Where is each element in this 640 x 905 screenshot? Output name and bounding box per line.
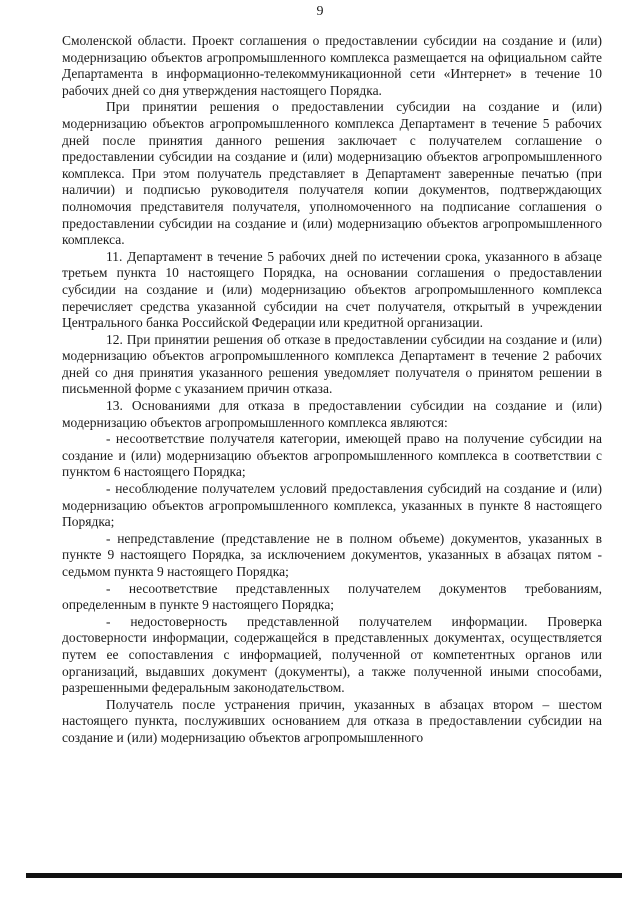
list-item-document-mismatch: - несоответствие представленных получателем документов требованиям, определенным в пункте 9 настоящего Порядка; [62,580,602,613]
list-item-false-information: - недостоверность представленной получателем информации. Проверка достоверности информации, содержащейся в представленных документах, осуществляется путем ее сопоставления с информацией, полученной от компетентных органов или организаций, выдавших документ (документы), а также полученной иными способами, разрешенными федеральным законодательством. [62,613,602,696]
body-text [62,33,602,747]
page-number: 9 [316,4,324,19]
list-item-missing-documents: - непредставление (представление не в полном объеме) документов, указанных в пункте 9 настоящего Порядка, за исключением документов, указанных в абзацах пятом - седьмом пункта 9 настоящего Порядка; [62,530,602,579]
paragraph-contract-signing: При принятии решения о предоставлении субсидии на создание и (или) модернизацию объектов агропромышленного комплекса Департамент в течение 5 рабочих дней после принятия данного решения заключает с получателем соглашение о предоставлении субсидии на создание и (или) модернизацию объектов агропромышленного комплекса. При этом получатель представляет в Департамент заверенные печатью (при наличии) и подписью руководителя получателя копии документов, подтверждающих полномочия представителя получателя, уполномоченного на подписание соглашения о предоставлении субсидии на создание и (или) модернизацию объектов агропромышленного комплекса. [62,99,602,248]
paragraph-resubmission: Получатель после устранения причин, указанных в абзацах втором – шестом настоящего пункта, послуживших основанием для отказа в предоставлении субсидии на создание и (или) модернизацию объектов агропромышленного [62,696,602,745]
paragraph-item-13: 13. Основаниями для отказа в предоставлении субсидии на создание и (или) модернизацию объектов агропромышленного комплекса являются: [62,398,602,430]
paragraph-item-11: 11. Департамент в течение 5 рабочих дней по истечении срока, указанного в абзаце третьем пункта 10 настоящего Порядка, на основании соглашения о предоставлении субсидии на создание и (или) модернизацию объектов агропромышленного комплекса перечисляет средства указанной субсидии на счет получателя, открытый в учреждении Центрального банка Российской Федерации или кредитной организации. [62,248,602,331]
bottom-scan-border [26,873,622,878]
list-item-category-mismatch: - несоответствие получателя категории, имеющей право на получение субсидии на создание и (или) модернизацию объектов агропромышленного комплекса в соответствии с пунктом 6 настоящего Порядка; [62,431,602,480]
list-item-conditions-violation: - несоблюдение получателем условий предоставления субсидий на создание и (или) модернизацию объектов агропромышленного комплекса, указанных в пункте 8 настоящего Порядка; [62,481,602,530]
paragraph-continuation: Смоленской области. Проект соглашения о предоставлении субсидии на создание и (или) модернизацию объектов агропромышленного комплекса размещается на официальном сайте Департамента в информационно-телекоммуникационной сети «Интернет» в течение 10 рабочих дней со дня утверждения настоящего Порядка. [62,33,602,98]
paragraph-item-12: 12. При принятии решения об отказе в предоставлении субсидии на создание и (или) модернизацию объектов агропромышленного комплекса Департамент в течение 2 рабочих дней со дня принятия указанного решения уведомляет получателя о принятом решении в письменной форме с указанием причин отказа. [62,331,602,397]
